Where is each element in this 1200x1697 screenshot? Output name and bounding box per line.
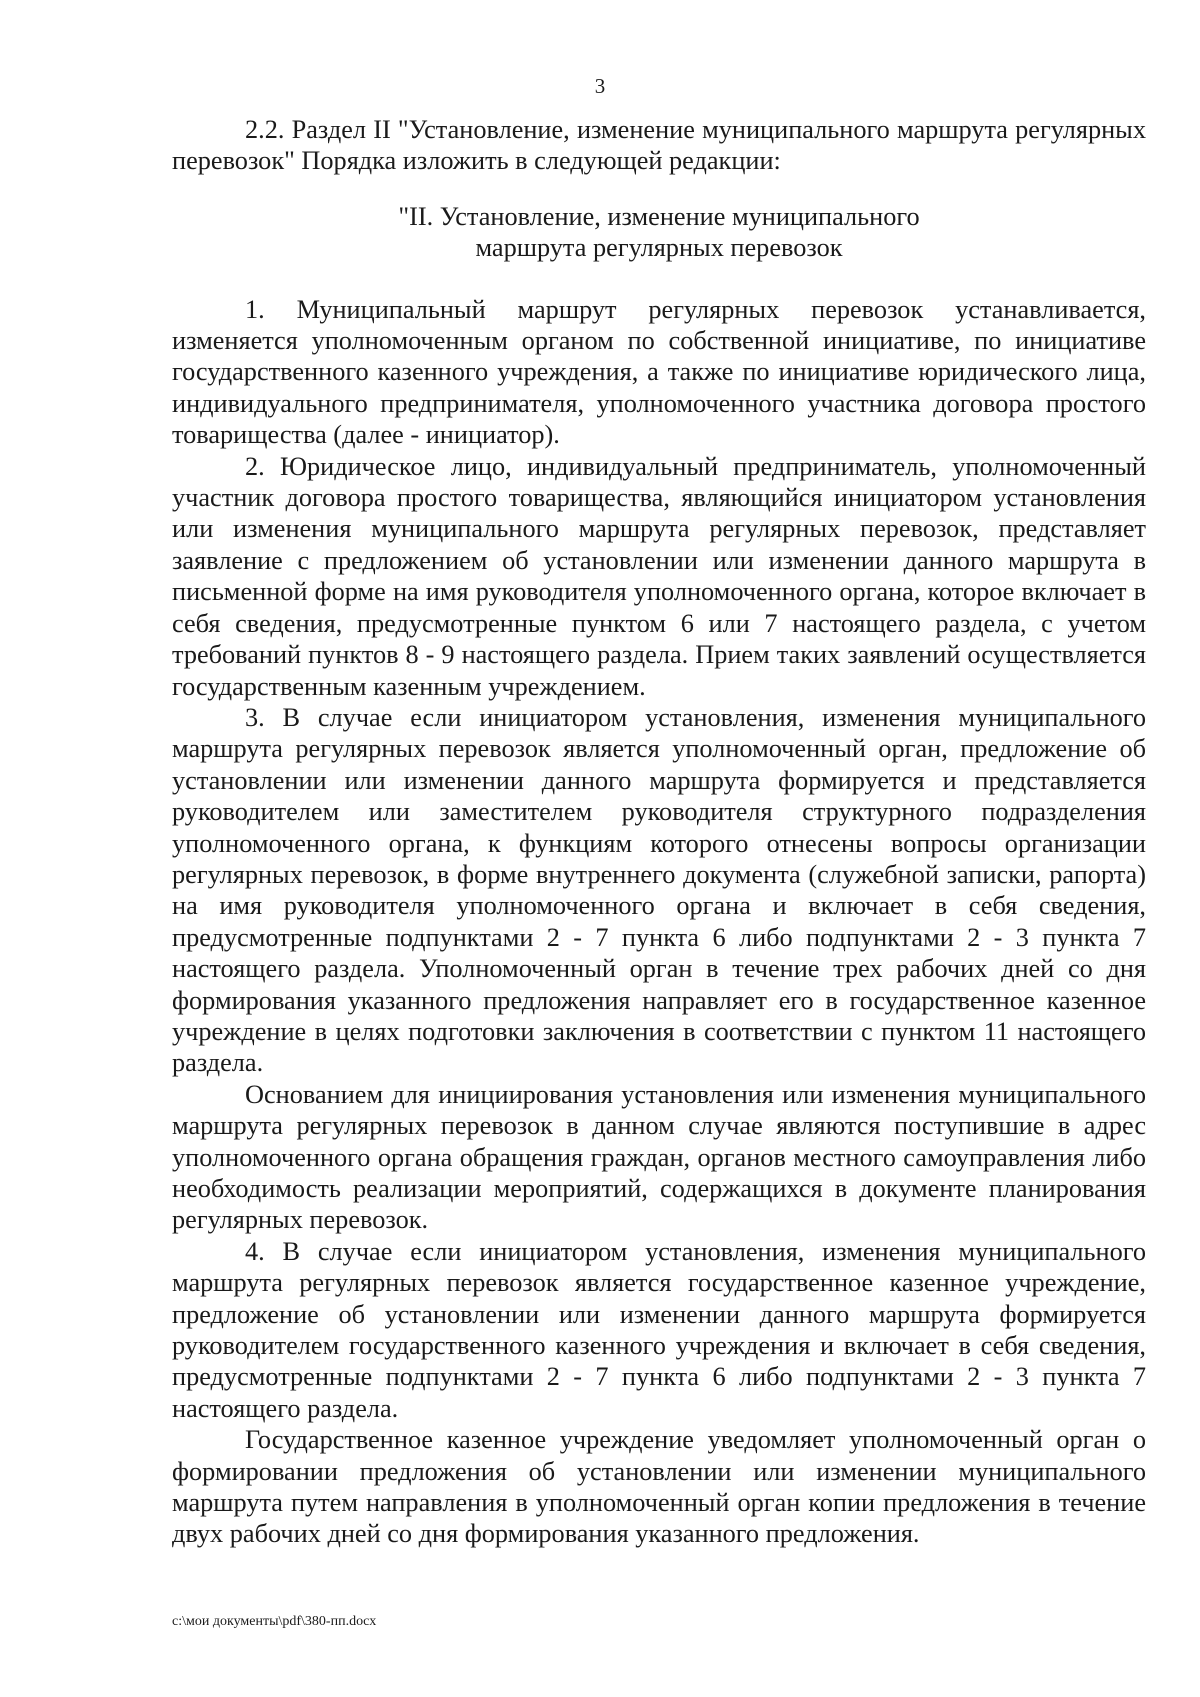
spacer: [172, 264, 1146, 294]
document-body: [172, 114, 1146, 1550]
section-heading-line-1: "II. Установление, изменение муниципального: [398, 201, 920, 231]
footer-file-path: c:\мои документы\pdf\380-пп.docx: [172, 1614, 377, 1629]
section-heading: [172, 201, 1146, 264]
intro-paragraph: 2.2. Раздел II "Установление, изменение муниципального маршрута регулярных перевозок" Порядка изложить в следующей редакции:: [172, 115, 1146, 176]
paragraph-item-4: 4. В случае если инициатором установления, изменения муниципального маршрута регулярных перевозок является государственное казенное учреждение, предложение об установлении или изменении данного маршрута формируется руководителем государственного казенного учреждения и включает в себя сведения, предусмотренные подпунктами 2 - 7 пункта 6 либо подпунктами 2 - 3 пункта 7 настоящего раздела.: [172, 1236, 1146, 1423]
page-number: 3: [594, 74, 606, 98]
paragraph-item-2: 2. Юридическое лицо, индивидуальный предприниматель, уполномоченный участник договора простого товарищества, являющийся инициатором установления или изменения муниципального маршрута регулярных перевозок, представляет заявление с предложением об установлении или изменении данного маршрута в письменной форме на имя руководителя уполномоченного органа, которое включает в себя сведения, предусмотренные пунктом 6 или 7 настоящего раздела, с учетом требований пунктов 8 - 9 настоящего раздела. Прием таких заявлений осуществляется государственным казенным учреждением.: [172, 451, 1146, 701]
section-heading-line-2: маршрута регулярных перевозок: [475, 233, 843, 263]
paragraph-item-4-notice: Государственное казенное учреждение уведомляет уполномоченный орган о формировании предложения об установлении или изменении муниципального маршрута путем направления в уполномоченный орган копии предложения в течение двух рабочих дней со дня формирования указанного предложения.: [172, 1425, 1146, 1549]
spacer: [172, 177, 1146, 201]
paragraph-item-3-basis: Основанием для инициирования установления или изменения муниципального маршрута регулярных перевозок в данном случае являются поступившие в адрес уполномоченного органа обращения граждан, органов местного самоуправления либо необходимость реализации мероприятий, содержащихся в документе планирования регулярных перевозок.: [172, 1079, 1146, 1235]
paragraph-item-1: 1. Муниципальный маршрут регулярных перевозок устанавливается, изменяется уполномоченным органом по собственной инициативе, по инициативе государственного казенного учреждения, а также по инициативе юридического лица, индивидуального предпринимателя, уполномоченного участника договора простого товарищества (далее - инициатор).: [172, 294, 1146, 450]
paragraph-item-3: 3. В случае если инициатором установления, изменения муниципального маршрута регулярных перевозок является уполномоченный орган, предложение об установлении или изменении данного маршрута формируется и представляется руководителем или заместителем руководителя структурного подразделения уполномоченного органа, к функциям которого отнесены вопросы организации регулярных перевозок, в форме внутреннего документа (служебной записки, рапорта) на имя руководителя уполномоченного органа и включает в себя сведения, предусмотренные подпунктами 2 - 7 пункта 6 либо подпунктами 2 - 3 пункта 7 настоящего раздела. Уполномоченный орган в течение трех рабочих дней со дня формирования указанного предложения направляет его в государственное казенное учреждение в целях подготовки заключения в соответствии с пунктом 11 настоящего раздела.: [172, 702, 1146, 1078]
